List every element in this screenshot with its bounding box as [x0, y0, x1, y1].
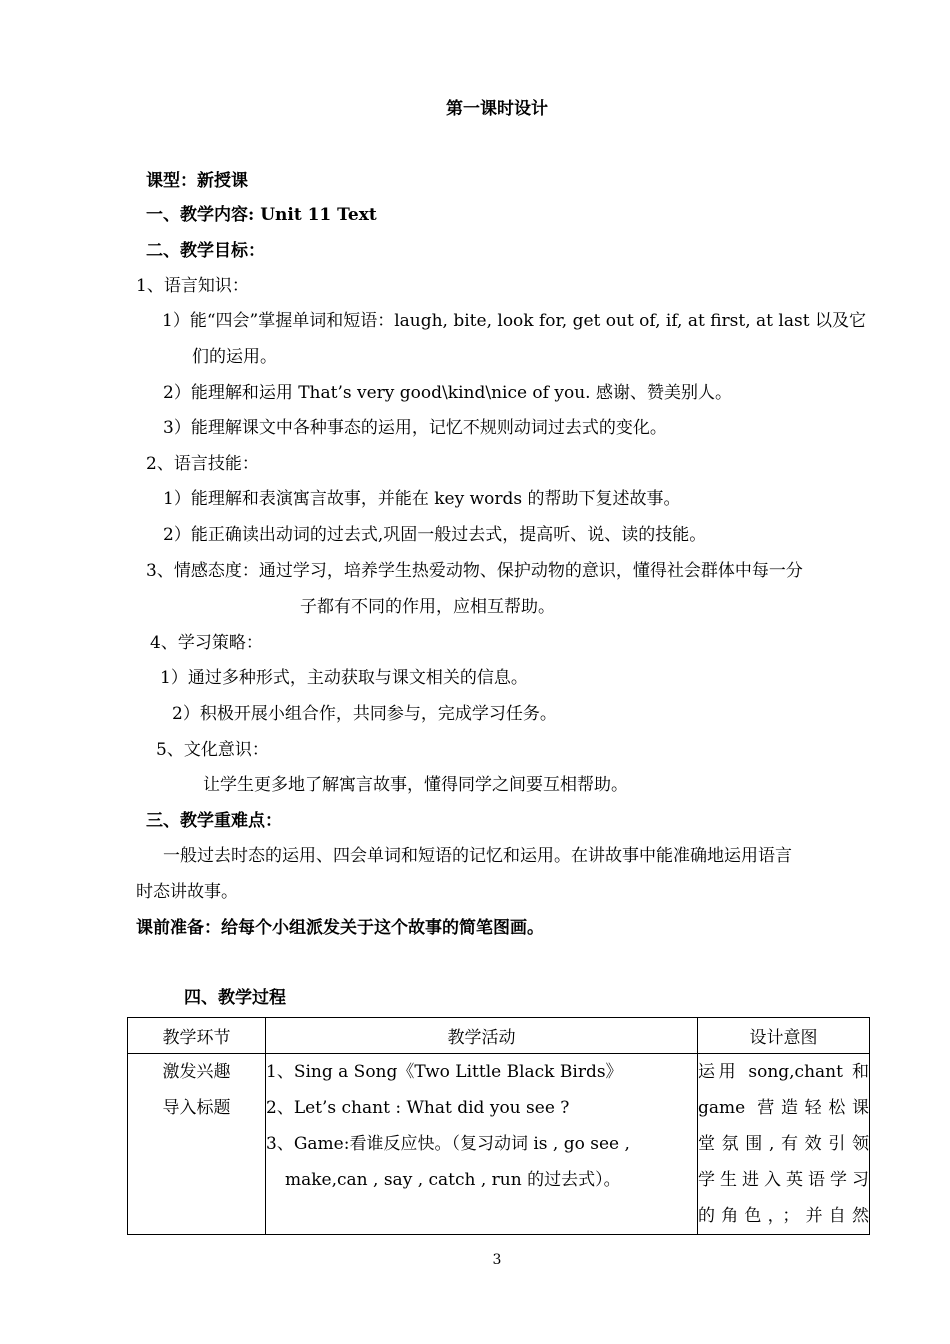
activity-line: 3、Game:看谁反应快。（复习动词 is , go see ,	[266, 1134, 630, 1154]
lesson-type: 课型：新授课	[146, 171, 248, 191]
goal-language-knowledge-heading: 1、语言知识：	[136, 276, 249, 296]
goal-emotional-attitude-cont: 子都有不同的作用，应相互帮助。	[300, 597, 555, 617]
goal-language-skills-heading: 2、语言技能：	[146, 454, 259, 474]
key-points-text: 一般过去时态的运用、四会单词和短语的记忆和运用。在讲故事中能准确地运用语言	[163, 846, 792, 866]
intent-line: 运用 song,chant 和	[698, 1062, 869, 1082]
stage-line: 导入标题	[162, 1098, 231, 1118]
header-intent: 设计意图	[698, 1018, 870, 1054]
goal-cultural-awareness-text: 让学生更多地了解寓言故事，懂得同学之间要互相帮助。	[203, 775, 628, 795]
goal-language-knowledge-item: 3）能理解课文中各种事态的运用，记忆不规则动词过去式的变化。	[163, 418, 667, 438]
stage-line: 激发兴趣	[162, 1062, 231, 1082]
goal-learning-strategy-item: 1）通过多种形式，主动获取与课文相关的信息。	[160, 668, 528, 688]
section-teaching-goals: 二、教学目标：	[146, 241, 265, 261]
goal-emotional-attitude: 3、情感态度：通过学习，培养学生热爱动物、保护动物的意识，懂得社会群体中每一分	[146, 561, 803, 581]
teaching-process-table	[127, 1017, 870, 1235]
goal-language-knowledge-item: 1）能“四会”掌握单词和短语：laugh, bite, look for, get out of, if, at first, at last 以及它	[162, 311, 866, 331]
goal-learning-strategy-heading: 4、学习策略：	[150, 633, 263, 653]
section-teaching-process: 四、教学过程	[184, 988, 286, 1008]
activity-line: 1、Sing a Song《Two Little Black Birds》	[266, 1062, 623, 1082]
goal-language-skills-item: 2）能正确读出动词的过去式,巩固一般过去式，提高听、说、读的技能。	[163, 525, 707, 545]
goal-language-knowledge-item: 2）能理解和运用 That’s very good\kind\nice of you. 感谢、赞美别人。	[163, 383, 732, 403]
activity-line: make,can , say , catch , run 的过去式）。	[285, 1170, 621, 1190]
header-stage: 教学环节	[128, 1018, 266, 1054]
intent-line: 学生进入英语学习	[698, 1170, 869, 1190]
stage-cell	[128, 1054, 266, 1235]
table-row	[128, 1054, 870, 1235]
class-preparation: 课前准备：给每个小组派发关于这个故事的简笔图画。	[136, 918, 544, 938]
activity-line: 2、Let’s chant : What did you see ?	[266, 1098, 570, 1118]
goal-language-skills-item: 1）能理解和表演寓言故事，并能在 key words 的帮助下复述故事。	[163, 489, 681, 509]
goal-language-knowledge-item-cont: 们的运用。	[192, 347, 277, 367]
page-number: 3	[492, 1252, 502, 1268]
intent-line: game 营造轻松课	[698, 1098, 869, 1118]
intent-line: 堂氛围,有效引领	[698, 1134, 869, 1154]
section-key-difficulties: 三、教学重难点：	[146, 811, 282, 831]
goal-cultural-awareness-heading: 5、文化意识：	[156, 740, 269, 760]
section-teaching-content: 一、教学内容: Unit 11 Text	[146, 205, 377, 225]
intent-line: 的角色，；并自然	[698, 1206, 869, 1226]
activity-cell	[266, 1054, 698, 1235]
table-header-row	[128, 1018, 870, 1054]
page-title: 第一课时设计	[446, 99, 548, 119]
header-activity: 教学活动	[266, 1018, 698, 1054]
key-points-text-cont: 时态讲故事。	[136, 882, 238, 902]
intent-cell	[698, 1054, 870, 1235]
goal-learning-strategy-item: 2）积极开展小组合作，共同参与，完成学习任务。	[172, 704, 557, 724]
